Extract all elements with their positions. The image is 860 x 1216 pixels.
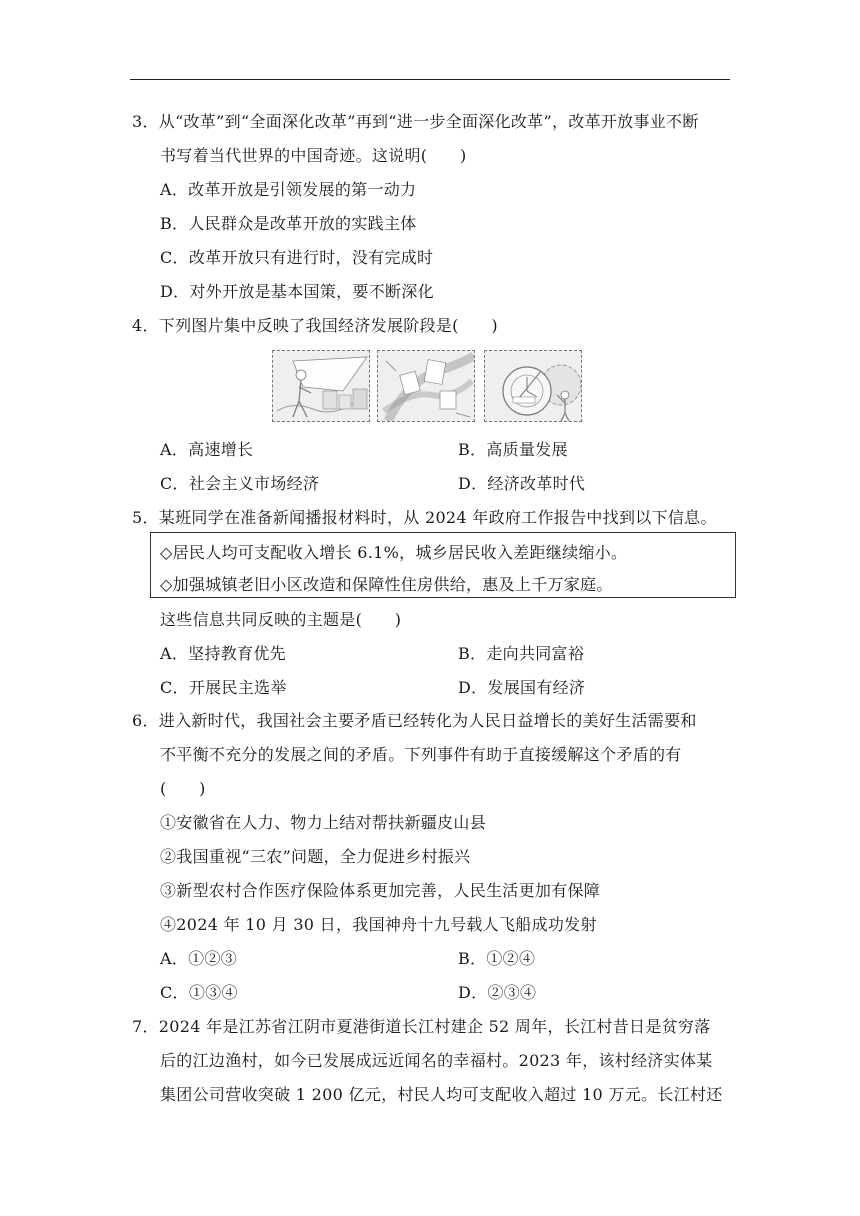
q4-option-d: D．经济改革时代 <box>458 474 586 493</box>
q3-stem-line2: 书写着当代世界的中国奇迹。这说明( ) <box>160 146 467 165</box>
q4-option-b: B．高质量发展 <box>458 440 568 459</box>
q6-option-b: B．①②④ <box>458 949 536 968</box>
q3-stem-line1: 3．从“改革”到“全面深化改革”再到“进一步全面深化改革”，改革开放事业不断 <box>132 112 699 131</box>
q6-item-2: ②我国重视“三农”问题，全力促进乡村振兴 <box>160 847 471 866</box>
q6-option-d: D．②③④ <box>458 983 537 1002</box>
q6-option-a: A．①②③ <box>160 949 238 968</box>
header-rule <box>130 79 730 80</box>
q4-image-2 <box>377 350 475 422</box>
q6-item-4: ④2024 年 10 月 30 日，我国神舟十九号载人飞船成功发射 <box>160 915 597 934</box>
q3-option-d: D．对外开放是基本国策，要不断深化 <box>160 282 434 301</box>
q4-option-c: C．社会主义市场经济 <box>160 474 320 493</box>
q6-item-3: ③新型农村合作医疗保险体系更加完善，人民生活更加有保障 <box>160 881 601 900</box>
q3-option-a: A．改革开放是引领发展的第一动力 <box>160 180 417 199</box>
q6-item-1: ①安徽省在人力、物力上结对帮扶新疆皮山县 <box>160 813 487 832</box>
q4-image-3 <box>484 350 582 422</box>
q5-info-line1: ◇居民人均可支配收入增长 6.1%，城乡居民收入差距继续缩小。 <box>160 543 628 562</box>
q7-stem-line3: 集团公司营收突破 1 200 亿元，村民人均可支配收入超过 10 万元。长江村还 <box>160 1085 723 1104</box>
q6-stem-line1: 6．进入新时代，我国社会主要矛盾已经转化为人民日益增长的美好生活需要和 <box>132 711 697 730</box>
q5-stem: 5．某班同学在准备新闻播报材料时，从 2024 年政府工作报告中找到以下信息。 <box>132 508 717 527</box>
q5-option-a: A．坚持教育优先 <box>160 644 286 663</box>
q5-option-d: D．发展国有经济 <box>458 678 586 697</box>
q6-stem-line2: 不平衡不充分的发展之间的矛盾。下列事件有助于直接缓解这个矛盾的有 <box>160 745 682 764</box>
q3-option-b: B．人民群众是改革开放的实践主体 <box>160 214 417 233</box>
q4-stem: 4．下列图片集中反映了我国经济发展阶段是( ) <box>132 316 498 335</box>
q5-prompt: 这些信息共同反映的主题是( ) <box>160 610 402 629</box>
q3-option-c: C．改革开放只有进行时，没有完成时 <box>160 248 434 267</box>
q5-option-c: C．开展民主选举 <box>160 678 287 697</box>
q5-info-line2: ◇加强城镇老旧小区改造和保障性住房供给，惠及上千万家庭。 <box>160 575 613 594</box>
q7-stem-line2: 后的江边渔村，如今已发展成远近闻名的幸福村。2023 年，该村经济实体某 <box>160 1051 713 1070</box>
q7-stem-line1: 7．2024 年是江苏省江阴市夏港街道长江村建企 52 周年，长江村昔日是贫穷落 <box>132 1017 711 1036</box>
q4-image-1 <box>272 350 370 422</box>
q5-option-b: B．走向共同富裕 <box>458 644 585 663</box>
q6-option-c: C．①③④ <box>160 983 238 1002</box>
q6-stem-line3: ( ) <box>160 779 206 798</box>
q4-option-a: A．高速增长 <box>160 440 254 459</box>
